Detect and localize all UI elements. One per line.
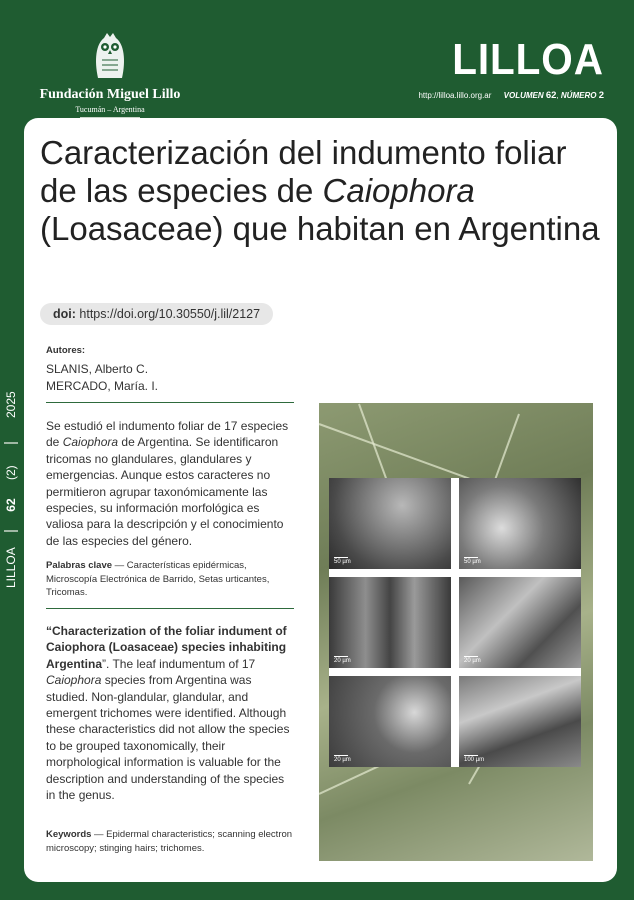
- spine-year: 2025: [4, 391, 18, 418]
- scale-bar-label: 20 µm: [464, 658, 481, 664]
- issue-number: 2: [598, 90, 604, 101]
- institution-logo-block: [30, 26, 190, 118]
- institution-location: Tucumán – Argentina: [75, 105, 145, 114]
- keywords-es: Palabras clave — Características epidérmicas, Microscopía Electrónica de Barrido, Setas urticantes, Tricomas.: [46, 560, 270, 599]
- scale-bar-label: 50 µm: [464, 559, 481, 565]
- owl-logo-icon: [90, 30, 130, 80]
- issue-label: NÚMERO: [560, 91, 597, 100]
- keywords-en: Keywords — Epidermal characteristics; scanning electron microscopy; stinging hairs; trichomes.: [46, 829, 293, 854]
- author-1: SLANIS, Alberto C.: [46, 362, 149, 376]
- sem-micrograph: [459, 577, 581, 668]
- spine-divider: [4, 530, 18, 532]
- authors-label: Autores:: [46, 345, 86, 356]
- scale-bar-label: 50 µm: [334, 559, 351, 565]
- doi-badge[interactable]: doi: https://doi.org/10.30550/j.lil/2127: [40, 303, 273, 325]
- spine-volume: 62: [4, 498, 18, 512]
- section-divider: [46, 608, 294, 609]
- volume-number: 62: [545, 90, 557, 101]
- spine-journal: LILLOA: [4, 547, 18, 588]
- journal-name: LILLOA: [452, 35, 604, 84]
- spine-issue: (2): [4, 465, 18, 480]
- scale-bar-label: 100 µm: [464, 757, 485, 763]
- scale-bar-label: 20 µm: [334, 658, 351, 664]
- article-title: Caracterización del indumento foliar de las especies de Caiophora (Loasaceae) que habitan en Argentina: [40, 134, 600, 247]
- journal-meta: http://lilloa.lillo.org.ar VOLUMEN 62, NÚMERO 2: [418, 90, 604, 101]
- sem-micrograph: [329, 577, 451, 668]
- sem-micrograph: [459, 478, 581, 569]
- journal-url[interactable]: http://lilloa.lillo.org.ar: [418, 91, 492, 100]
- institution-name: Fundación Miguel Lillo: [39, 87, 181, 102]
- volume-label: VOLUMEN: [503, 91, 544, 100]
- doi-link[interactable]: https://doi.org/10.30550/j.lil/2127: [79, 307, 261, 321]
- author-2: MERCADO, María. I.: [46, 379, 159, 393]
- scale-bar-label: 20 µm: [334, 757, 351, 763]
- sem-figure-grid: [329, 478, 581, 767]
- abstract-es: Se estudió el indumento foliar de 17 especies de Caiophora de Argentina. Se identificaron tricomas no glandulares, glandulares y emergencias. Aunque estos caracteres no permitieron agrupar taxonómicamente las especies, su información morfológica es valiosa para la descripción y el conocimiento de las especies del género.: [46, 419, 289, 548]
- abstract-en: “Characterization of the foliar indument of Caiophora (Loasaceae) species inhabiting Argentina”. The leaf indumentum of 17 Caiophora species from Argentina was studied. Non-glandular, glandular, and emergent trichomes were identified. Although these characteristics did not allow the species to be grouped taxonomically, their morphological information is valuable for the description and understanding of the species in the genus.: [46, 624, 290, 803]
- sem-micrograph: [329, 478, 451, 569]
- section-divider: [46, 402, 294, 403]
- sem-micrograph: [459, 676, 581, 767]
- spine-divider: [4, 442, 18, 444]
- sem-micrograph: [329, 676, 451, 767]
